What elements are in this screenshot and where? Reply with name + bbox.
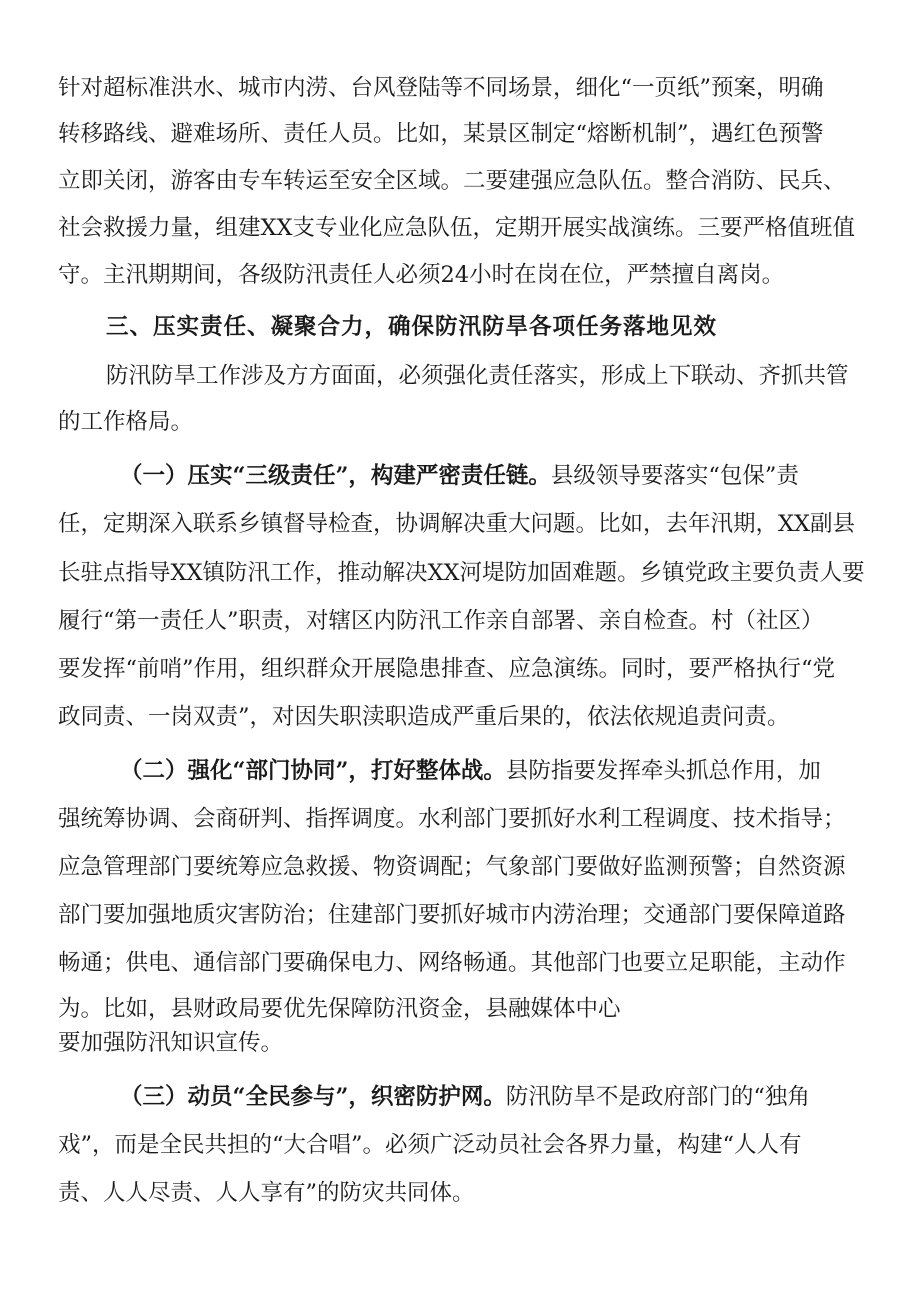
item1-line-1: 县级领导要落实“包保”责 (550, 463, 799, 489)
item2-line-4: 部门要加强地质灾害防治；住建部门要抓好城市内涝治理；交通部门要保障道路 (58, 902, 846, 928)
item1-line-4: 履行“第一责任人”职责，对辖区内防汛工作亲自部署、亲自检查。村（社区） (58, 608, 824, 634)
item3-line-2: 戏”，而是全民共担的“大合唱”。必须广泛动员社会各界力量，构建“人人有 (58, 1132, 802, 1158)
item1-line-5: 要发挥“前哨”作用，组织群众开展隐患排查、应急演练。同时，要严格执行“党 (58, 656, 836, 682)
item2-title: （二）强化“部门协同”，打好整体战。 (120, 758, 506, 784)
section3-intro-line-2: 的工作格局。 (58, 409, 194, 435)
text-line (0, 1019, 920, 1067)
intro-line-4: 社会救援力量，组建XX支专业化应急队伍，定期开展实战演练。三要严格值班值 (58, 215, 856, 241)
text-line (0, 1073, 920, 1121)
text-line (0, 251, 920, 299)
text-line (0, 500, 920, 548)
item1-line-6: 政同责、一岗双责”，对因失职渎职造成严重后果的，依法依规追责问责。 (58, 704, 790, 730)
section3-intro-line-1: 防汛防旱工作涉及方方面面，必须强化责任落实，形成上下联动、齐抓共管 (106, 363, 849, 389)
section-heading (0, 303, 920, 351)
item2-line-7: 要加强防汛知识宣传。 (58, 1030, 284, 1056)
item1-line-3: 长驻点指导XX镇防汛工作，推动解决XX河堤防加固难题。乡镇党政主要负责人要 (58, 560, 865, 586)
text-line (0, 110, 920, 158)
item2-line-5: 畅通；供电、通信部门要确保电力、网络畅通。其他部门也要立足职能，主动作 (58, 950, 846, 976)
item2-line-1: 县防指要发挥牵头抓总作用，加 (505, 758, 821, 784)
text-line (0, 645, 920, 693)
item3-line-1: 防汛防旱不是政府部门的“独角 (505, 1084, 810, 1110)
item3-title: （三）动员“全民参与”，织密防护网。 (120, 1084, 506, 1110)
item1-title: （一）压实“三级责任”，构建严密责任链。 (120, 463, 551, 489)
item3-line-3: 责、人人尽责、人人享有”的防灾共同体。 (58, 1180, 475, 1206)
section3-heading: 三、压实责任、凝聚合力，确保防汛防旱各项任务落地见效 (106, 314, 718, 340)
intro-line-3: 立即关闭，游客由专车转运至安全区域。二要建强应急队伍。整合消防、民兵、 (58, 168, 846, 194)
text-line (0, 843, 920, 891)
intro-line-1: 针对超标准洪水、城市内涝、台风登陆等不同场景，细化“一页纸”预案，明确 (58, 75, 824, 101)
text-line (0, 64, 920, 112)
text-line (0, 549, 920, 597)
text-line (0, 157, 920, 205)
text-line (0, 693, 920, 741)
item2-line-3: 应急管理部门要统筹应急救援、物资调配；气象部门要做好监测预警；自然资源 (58, 854, 846, 880)
text-line (0, 1169, 920, 1217)
text-line (0, 204, 920, 252)
text-line (0, 452, 920, 500)
text-line (0, 597, 920, 645)
intro-line-2: 转移路线、避难场所、责任人员。比如，某景区制定“熔断机制”，遇红色预警 (58, 121, 824, 147)
text-line (0, 398, 920, 446)
item1-line-2: 任，定期深入联系乡镇督导检查，协调解决重大问题。比如，去年汛期，XX副县 (58, 511, 856, 537)
text-line (0, 795, 920, 843)
text-line (0, 939, 920, 987)
intro-line-5: 守。主汛期期间，各级防汛责任人必须24小时在岗在位，严禁擅自离岗。 (58, 262, 785, 288)
text-line (0, 747, 920, 795)
text-line (0, 1121, 920, 1169)
text-line (0, 352, 920, 400)
item2-line-2: 强统筹协调、会商研判、指挥调度。水利部门要抓好水利工程调度、技术指导； (58, 806, 846, 832)
text-line (0, 891, 920, 939)
item2-line-6: 为。比如，县财政局要优先保障防汛资金，县融媒体中心 (58, 996, 621, 1022)
